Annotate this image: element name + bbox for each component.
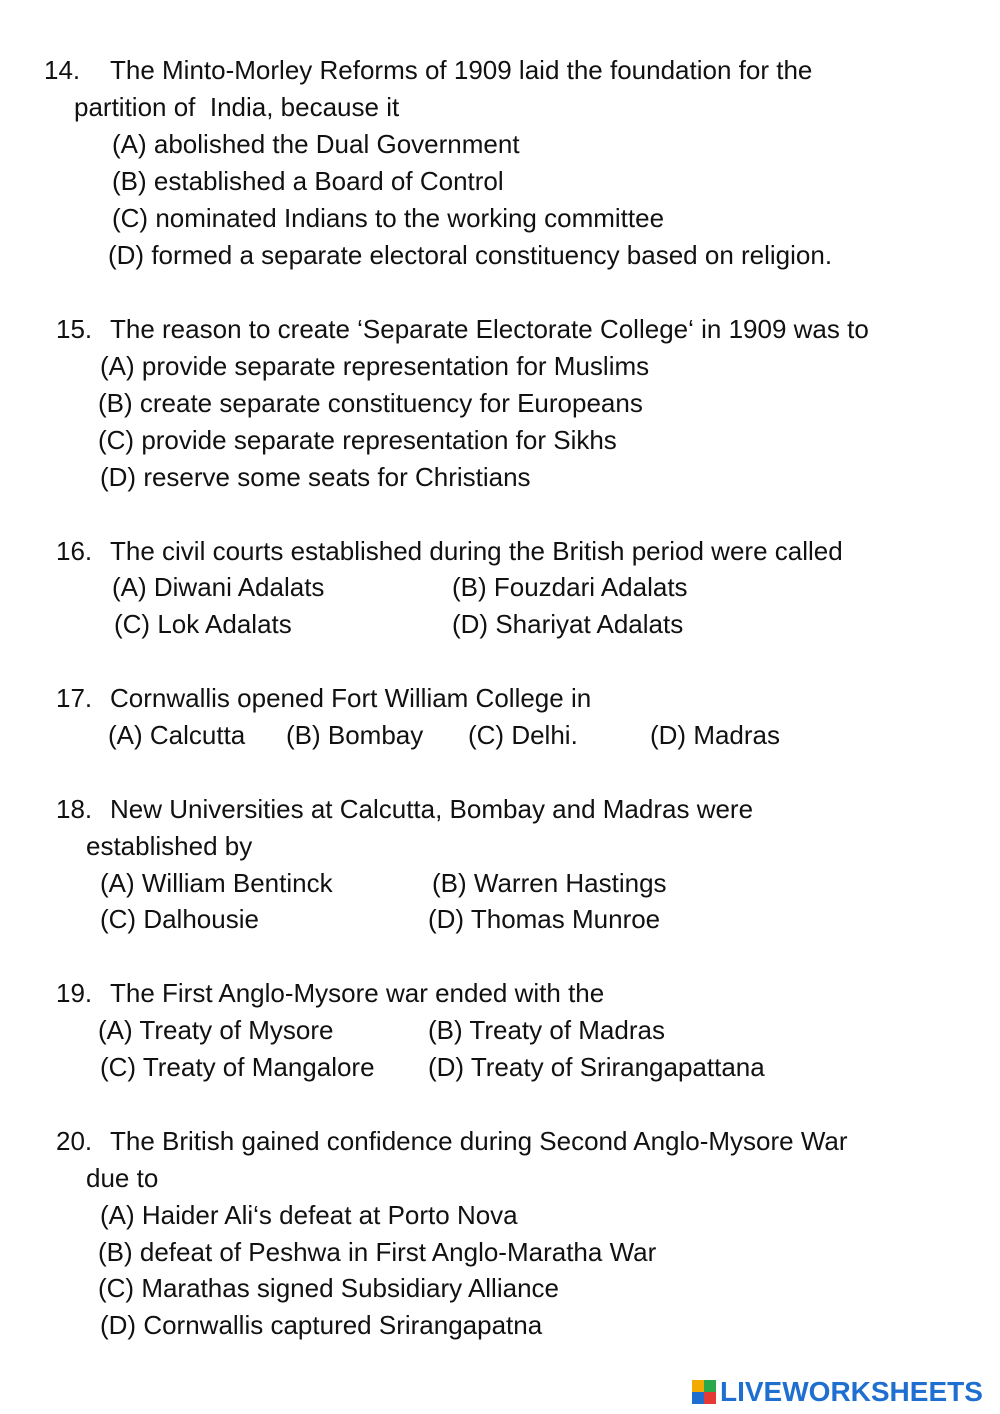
q18-option-d: (D) Thomas Munroe bbox=[428, 904, 661, 934]
q15-number: 15. bbox=[56, 314, 93, 344]
logo-square-blue bbox=[692, 1392, 704, 1404]
q17-stem-line1: Cornwallis opened Fort William College in bbox=[110, 683, 592, 713]
q19-option-d: (D) Treaty of Srirangapattana bbox=[428, 1052, 765, 1082]
q19-option-b: (B) Treaty of Madras bbox=[428, 1015, 665, 1045]
q17-option-d: (D) Madras bbox=[650, 720, 781, 750]
q18-stem-line2: established by bbox=[86, 831, 253, 861]
q16-stem-line1: The civil courts established during the British period were called bbox=[110, 536, 843, 566]
q14-stem-line2: partition of India, because it bbox=[74, 92, 400, 122]
q20-option-a: (A) Haider Ali‘s defeat at Porto Nova bbox=[100, 1200, 518, 1230]
q14-option-a: (A) abolished the Dual Government bbox=[112, 129, 520, 159]
q20-option-c: (C) Marathas signed Subsidiary Alliance bbox=[98, 1273, 559, 1303]
q14-option-c: (C) nominated Indians to the working committee bbox=[112, 203, 665, 233]
q19-number: 19. bbox=[56, 978, 93, 1008]
q14-option-b: (B) established a Board of Control bbox=[112, 166, 504, 196]
q18-option-b: (B) Warren Hastings bbox=[432, 868, 667, 898]
q16-option-d: (D) Shariyat Adalats bbox=[452, 609, 684, 639]
q18-option-c: (C) Dalhousie bbox=[100, 904, 259, 934]
q14-number: 14. bbox=[44, 55, 81, 85]
q17-option-c: (C) Delhi. bbox=[468, 720, 578, 750]
q19-option-a: (A) Treaty of Mysore bbox=[98, 1015, 334, 1045]
q18-option-a: (A) William Bentinck bbox=[100, 868, 333, 898]
q17-option-a: (A) Calcutta bbox=[108, 720, 246, 750]
q20-option-b: (B) defeat of Peshwa in First Anglo-Maratha War bbox=[98, 1237, 657, 1267]
q16-option-b: (B) Fouzdari Adalats bbox=[452, 572, 688, 602]
q18-stem-line1: New Universities at Calcutta, Bombay and Madras were bbox=[110, 794, 754, 824]
q20-stem-line1: The British gained confidence during Second Anglo-Mysore War bbox=[110, 1126, 848, 1156]
q18-number: 18. bbox=[56, 794, 93, 824]
q15-option-c: (C) provide separate representation for Sikhs bbox=[98, 425, 617, 455]
q15-option-b: (B) create separate constituency for Europeans bbox=[98, 388, 643, 418]
q14-option-d: (D) formed a separate electoral constituency based on religion. bbox=[108, 240, 833, 270]
q16-option-c: (C) Lok Adalats bbox=[114, 609, 292, 639]
q19-option-c: (C) Treaty of Mangalore bbox=[100, 1052, 375, 1082]
q16-option-a: (A) Diwani Adalats bbox=[112, 572, 325, 602]
q15-stem-line1: The reason to create ‘Separate Electorate College‘ in 1909 was to bbox=[110, 314, 869, 344]
logo-text: LIVEWORKSHEETS bbox=[720, 1376, 983, 1407]
logo-square-green bbox=[704, 1380, 716, 1392]
q16-number: 16. bbox=[56, 536, 93, 566]
q20-number: 20. bbox=[56, 1126, 93, 1156]
liveworksheets-logo bbox=[692, 1376, 983, 1408]
logo-square-yellow bbox=[692, 1380, 704, 1392]
q15-option-d: (D) reserve some seats for Christians bbox=[100, 462, 531, 492]
logo-square-red bbox=[704, 1392, 716, 1404]
q17-number: 17. bbox=[56, 683, 93, 713]
q20-option-d: (D) Cornwallis captured Srirangapatna bbox=[100, 1310, 543, 1340]
q19-stem-line1: The First Anglo-Mysore war ended with the bbox=[110, 978, 605, 1008]
q17-option-b: (B) Bombay bbox=[286, 720, 424, 750]
q14-stem-line1: The Minto-Morley Reforms of 1909 laid the foundation for the bbox=[110, 55, 813, 85]
q20-stem-line2: due to bbox=[86, 1163, 159, 1193]
liveworksheets-logo-icon bbox=[692, 1380, 716, 1404]
q15-option-a: (A) provide separate representation for Muslims bbox=[100, 351, 650, 381]
